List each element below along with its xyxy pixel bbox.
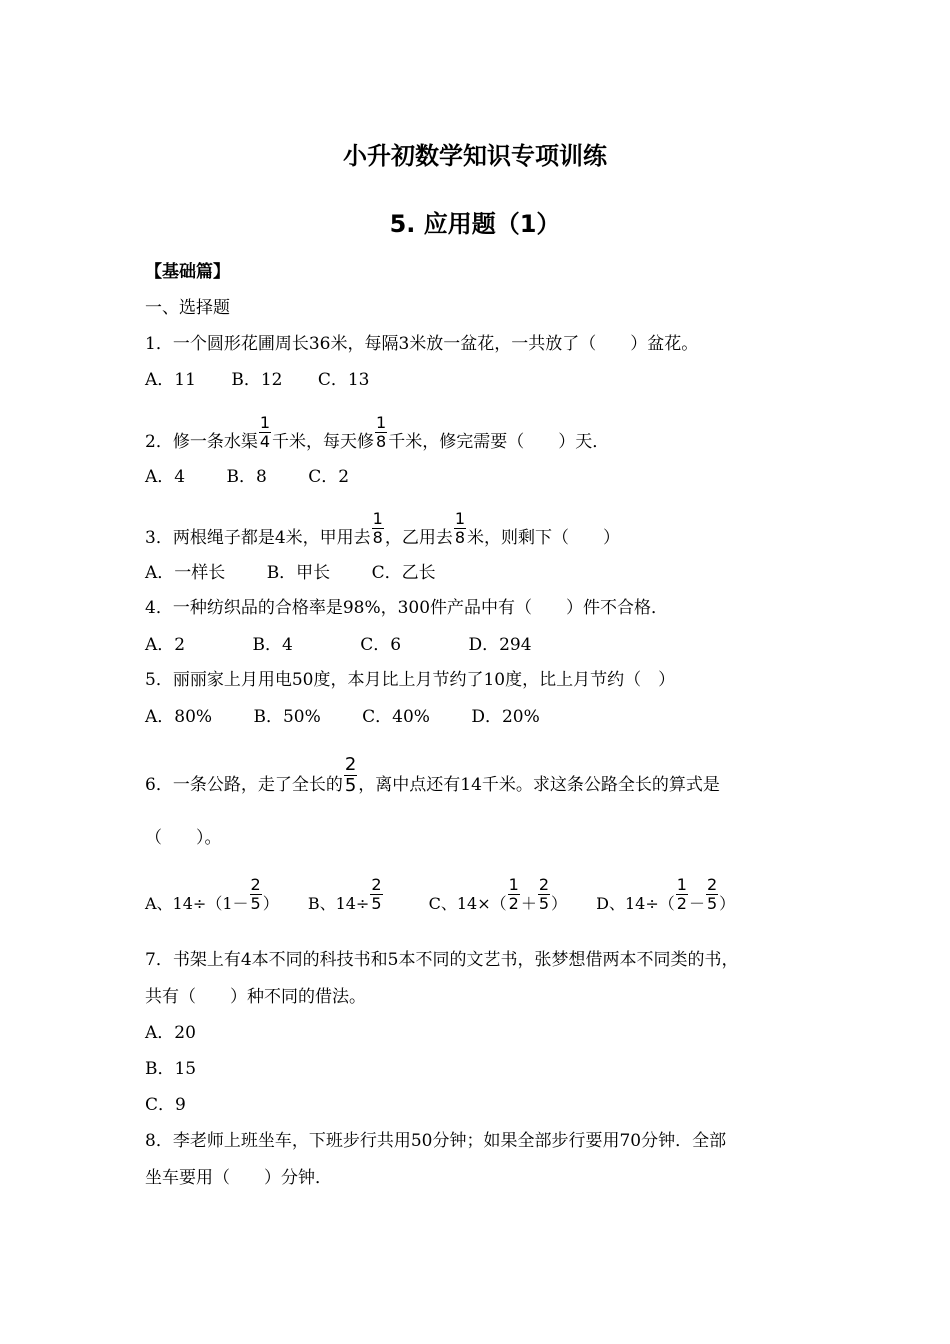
question-text: ，乙用去	[384, 528, 453, 548]
question-text: 3．两根绳子都是4米，甲用去	[145, 528, 371, 548]
option-a: A、14÷（1－ $\frac{2}{5}$ ）	[145, 875, 279, 913]
question-text: 米，则剩下（ ）	[467, 528, 621, 548]
question-3	[145, 509, 621, 557]
fraction: $\frac{1}{8}$	[376, 413, 387, 451]
fraction: $\frac{1}{8}$	[372, 509, 383, 547]
option: A．2	[145, 635, 186, 655]
option: A．一样长	[145, 563, 226, 583]
option: A．20	[145, 1023, 196, 1043]
question-1: 1．一个圆形花圃周长36米，每隔3米放一盆花，一共放了（ ）盆花。	[145, 334, 699, 354]
question-text: 千米，每天修	[272, 432, 375, 452]
option: B．12	[231, 370, 283, 390]
fraction: $\frac{2}{5}$	[250, 875, 261, 913]
option-b: B、14÷ $\frac{2}{5}$	[307, 875, 382, 913]
question-7-line-2: 共有（ ）种不同的借法。	[145, 987, 366, 1007]
question-7-line-1: 7．书架上有4本不同的科技书和5本不同的文艺书，张梦想借两本不同类的书，	[145, 950, 739, 970]
question-8-line-1: 8．李老师上班坐车，下班步行共用50分钟；如果全部步行要用70分钟．全部	[145, 1131, 727, 1151]
option: A．4	[145, 467, 186, 487]
section-heading: 【基础篇】	[145, 262, 230, 282]
option-d: D、14÷（ $\frac{1}{2}$ － $\frac{2}{5}$ ）	[596, 875, 736, 913]
fraction: $\frac{2}{5}$	[371, 875, 382, 913]
option: D．294	[468, 635, 532, 655]
fraction: $\frac{2}{5}$	[538, 875, 550, 913]
question-6-options	[145, 875, 736, 923]
page-subtitle: 5. 应用题（1）	[389, 210, 561, 238]
option: B．4	[252, 635, 293, 655]
question-2	[145, 413, 610, 461]
option: B．甲长	[266, 563, 331, 583]
question-1-options	[145, 368, 370, 392]
option: D．20%	[471, 707, 540, 727]
option: A．80%	[145, 707, 213, 727]
option-c: C、14×（ $\frac{1}{2}$ ＋ $\frac{2}{5}$ ）	[428, 875, 568, 913]
question-text: 2．修一条水渠	[145, 432, 258, 452]
option: C．9	[145, 1095, 186, 1115]
option: A．11	[145, 370, 196, 390]
question-6-cont: （ ）。	[145, 828, 222, 848]
fraction: $\frac{2}{5}$	[344, 754, 357, 796]
option: B．15	[145, 1059, 197, 1079]
option: C．40%	[362, 707, 430, 727]
question-5-options	[145, 705, 540, 729]
part-heading: 一、选择题	[145, 298, 230, 318]
question-3-options	[145, 561, 436, 585]
question-text: ，离中点还有14千米。求这条公路全长的算式是	[358, 775, 720, 795]
question-6	[145, 754, 720, 806]
question-text: 千米，修完需要（ ）天．	[388, 432, 610, 452]
option: C．2	[308, 467, 350, 487]
question-text: 6．一条公路，走了全长的	[145, 775, 343, 795]
question-8-line-2: 坐车要用（ ）分钟．	[145, 1168, 332, 1188]
fraction: $\frac{2}{5}$	[706, 875, 718, 913]
question-5: 5．丽丽家上月用电50度，本月比上月节约了10度，比上月节约（ ）	[145, 670, 676, 690]
question-4-options	[145, 633, 532, 657]
question-2-options	[145, 465, 349, 489]
fraction: $\frac{1}{2}$	[508, 875, 519, 913]
option: B．8	[226, 467, 267, 487]
option: C．13	[317, 370, 370, 390]
fraction: $\frac{1}{4}$	[259, 413, 271, 451]
option: C．6	[360, 635, 402, 655]
fraction: $\frac{1}{2}$	[676, 875, 687, 913]
option: B．50%	[253, 707, 321, 727]
page-title: 小升初数学知识专项训练	[343, 142, 607, 170]
option: C．乙长	[371, 563, 436, 583]
question-4: 4．一种纺织品的合格率是98%，300件产品中有（ ）件不合格．	[145, 598, 669, 618]
fraction: $\frac{1}{8}$	[454, 509, 466, 547]
